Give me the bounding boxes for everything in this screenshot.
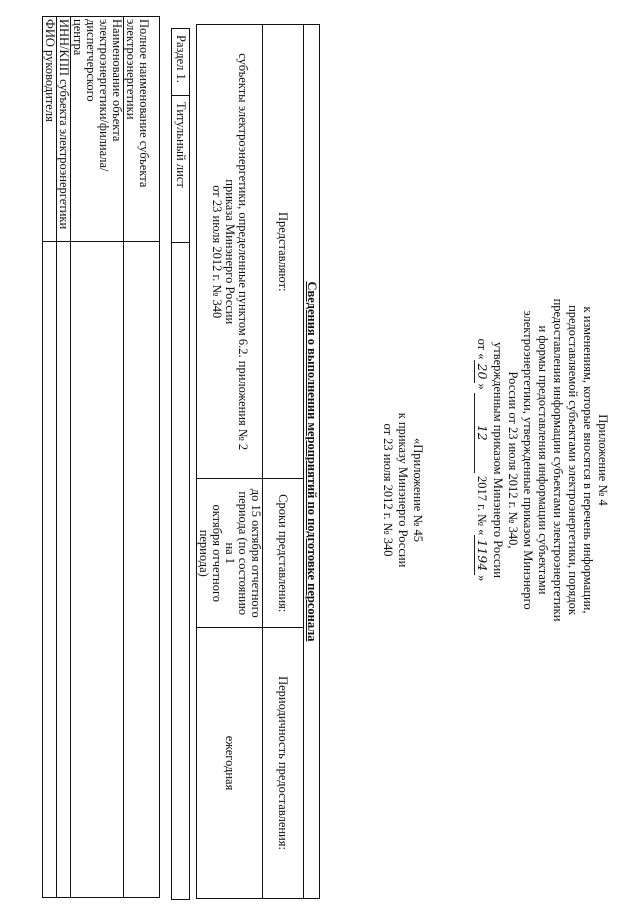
appendix-number: Приложение № 4 bbox=[596, 414, 610, 506]
header-periodicity: Периодичность предоставления: bbox=[263, 628, 304, 899]
cell-periodicity: ежегодная bbox=[197, 628, 263, 899]
section-header bbox=[171, 28, 190, 900]
header-line: и формы предоставления информации субъектами bbox=[536, 325, 550, 595]
handwritten-day: 20 bbox=[474, 360, 490, 384]
section-empty-cell bbox=[172, 243, 189, 899]
row-label: Наименование объекта электроэнергетики/филиала/диспетчерского центра bbox=[71, 17, 124, 242]
table-row bbox=[57, 17, 71, 898]
appendix-header bbox=[474, 20, 610, 900]
header-who: Представляют: bbox=[263, 25, 304, 479]
header-line: предоставляемой субъектами электроэнергетики, порядок bbox=[566, 305, 580, 615]
table-row bbox=[43, 17, 57, 898]
header-line: предоставления информации субъектами электроэнергетики bbox=[551, 298, 565, 622]
ref-line: от 23 июля 2012 г. № 340 bbox=[381, 423, 395, 557]
table-row bbox=[124, 17, 160, 898]
row-label: ИНН/КПП субъекта электроэнергетики bbox=[57, 17, 71, 242]
section-name: Титульный лист bbox=[172, 96, 189, 243]
cell-deadline: до 15 октября отчетного периода (по состоянию на 1 октября отчетного периода) bbox=[197, 479, 263, 628]
table-title: Сведения о выполнении мероприятий по подготовке персонала bbox=[304, 25, 320, 899]
title-page-table bbox=[42, 16, 160, 898]
table-row bbox=[71, 17, 124, 898]
handwritten-order-number: 1194 bbox=[474, 535, 490, 575]
header-deadline: Сроки представления: bbox=[263, 479, 304, 628]
row-value-field[interactable] bbox=[124, 242, 160, 898]
cell-who: субъекты электроэнергетики, определенные пунктом 6.2. приложения № 2 приказа Минэнерго России от 23 июля 2012 г. № 340 bbox=[197, 25, 263, 479]
header-line: России от 23 июля 2012 г. № 340, bbox=[506, 371, 520, 549]
section-number: Раздел 1. bbox=[172, 29, 189, 96]
row-value-field[interactable] bbox=[57, 242, 71, 898]
ref-line: к приказу Минэнерго России bbox=[396, 412, 410, 568]
reference-block bbox=[380, 220, 425, 760]
order-date-line: от «20» 12 2017 г. № «1194» bbox=[475, 338, 490, 582]
row-label: ФИО руководителя bbox=[43, 17, 57, 242]
handwritten-month: 12 bbox=[474, 393, 490, 473]
row-value-field[interactable] bbox=[43, 242, 57, 898]
header-line: электроэнергетики, утвержденные приказом Минэнерго bbox=[521, 310, 535, 610]
header-line: к изменениям, которые вносятся в перечень информации, bbox=[581, 306, 595, 614]
row-label: Полное наименование субъекта электроэнергетики bbox=[124, 17, 160, 242]
row-value-field[interactable] bbox=[71, 242, 124, 898]
header-line: утвержденным приказом Минэнерго России bbox=[491, 342, 505, 578]
report-info-table bbox=[196, 24, 320, 899]
ref-line: «Приложение № 45 bbox=[411, 437, 425, 543]
